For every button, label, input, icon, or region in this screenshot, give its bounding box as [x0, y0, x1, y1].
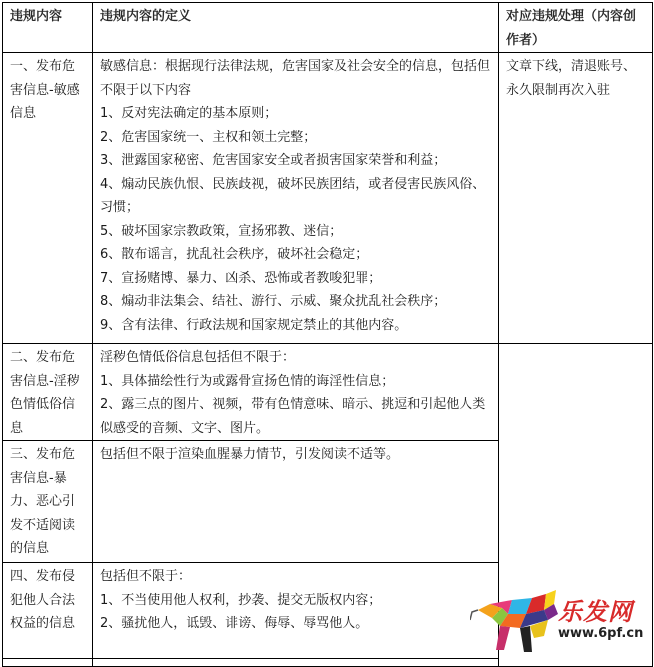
table-row [3, 53, 653, 344]
table-header-row [3, 3, 653, 53]
row-category: 三、发布危害信息-暴力、恶心引发不适阅读的信息 [3, 441, 93, 563]
bull-logo-icon [470, 590, 560, 656]
watermark [470, 590, 654, 659]
row-definition [93, 659, 499, 667]
definition-line: 6、散布谣言，扰乱社会秩序，破坏社会稳定； [100, 247, 369, 262]
table-row [3, 344, 653, 441]
definition-line: 7、宣扬赌博、暴力、凶杀、恐怖或者教唆犯罪； [100, 270, 382, 286]
definition-line: 包括但不限于： [100, 569, 192, 584]
watermark-name: 乐发网 [558, 597, 633, 626]
definition-line: 5、破坏国家宗教政策，宣扬邪教、迷信； [100, 223, 343, 239]
definition-line: 敏感信息：根据现行法律法规，危害国家及社会安全的信息，包括但不限于以下内容 [100, 59, 491, 98]
definition-line: 2、露三点的图片、视频，带有色情意味、暗示、挑逗和引起他人类似感受的音频、文字、图片。 [100, 397, 486, 436]
definition-line: 包括但不限于渲染血腥暴力情节，引发阅读不适等。 [100, 447, 400, 462]
row-category [3, 659, 93, 667]
definition-line: 1、具体描绘性行为或露骨宣扬色情的诲淫性信息； [100, 373, 395, 389]
definition-line: 2、骚扰他人，诋毁、诽谤、侮辱、辱骂他人。 [100, 616, 369, 631]
row-definition [93, 563, 499, 659]
header-violation-content: 违规内容 [3, 3, 93, 53]
row-definition [93, 53, 499, 344]
definition-line: 3、泄露国家秘密、危害国家安全或者损害国家荣誉和利益； [100, 153, 447, 168]
row-category: 二、发布危害信息-淫秽色情低俗信息 [3, 344, 93, 441]
definition-line: 4、煽动民族仇恨、民族歧视，破坏民族团结，或者侵害民族风俗、习惯； [100, 176, 486, 215]
header-penalty: 对应违规处理（内容创作者） [499, 3, 653, 53]
row-penalty: 文章下线，清退账号、永久限制再次入驻 [499, 53, 653, 344]
definition-line: 8、煽动非法集会、结社、游行、示威、聚众扰乱社会秩序； [100, 294, 447, 309]
definition-line: 9、含有法律、行政法规和国家规定禁止的其他内容。 [100, 317, 408, 333]
row-category: 四、发布侵犯他人合法权益的信息 [3, 563, 93, 659]
header-definition: 违规内容的定义 [93, 3, 499, 53]
watermark-url: www.6pf.cn [558, 626, 644, 641]
definition-line: 2、危害国家统一、主权和领土完整； [100, 129, 317, 145]
row-category: 一、发布危害信息-敏感信息 [3, 53, 93, 344]
row-definition [93, 344, 499, 441]
definition-line: 淫秽色情低俗信息包括但不限于： [100, 350, 296, 365]
row-definition [93, 441, 499, 563]
definition-line: 1、反对宪法确定的基本原则； [100, 106, 278, 121]
definition-line: 1、不当使用他人权利，抄袭、提交无版权内容； [100, 592, 382, 608]
violation-rules-table [2, 2, 653, 667]
